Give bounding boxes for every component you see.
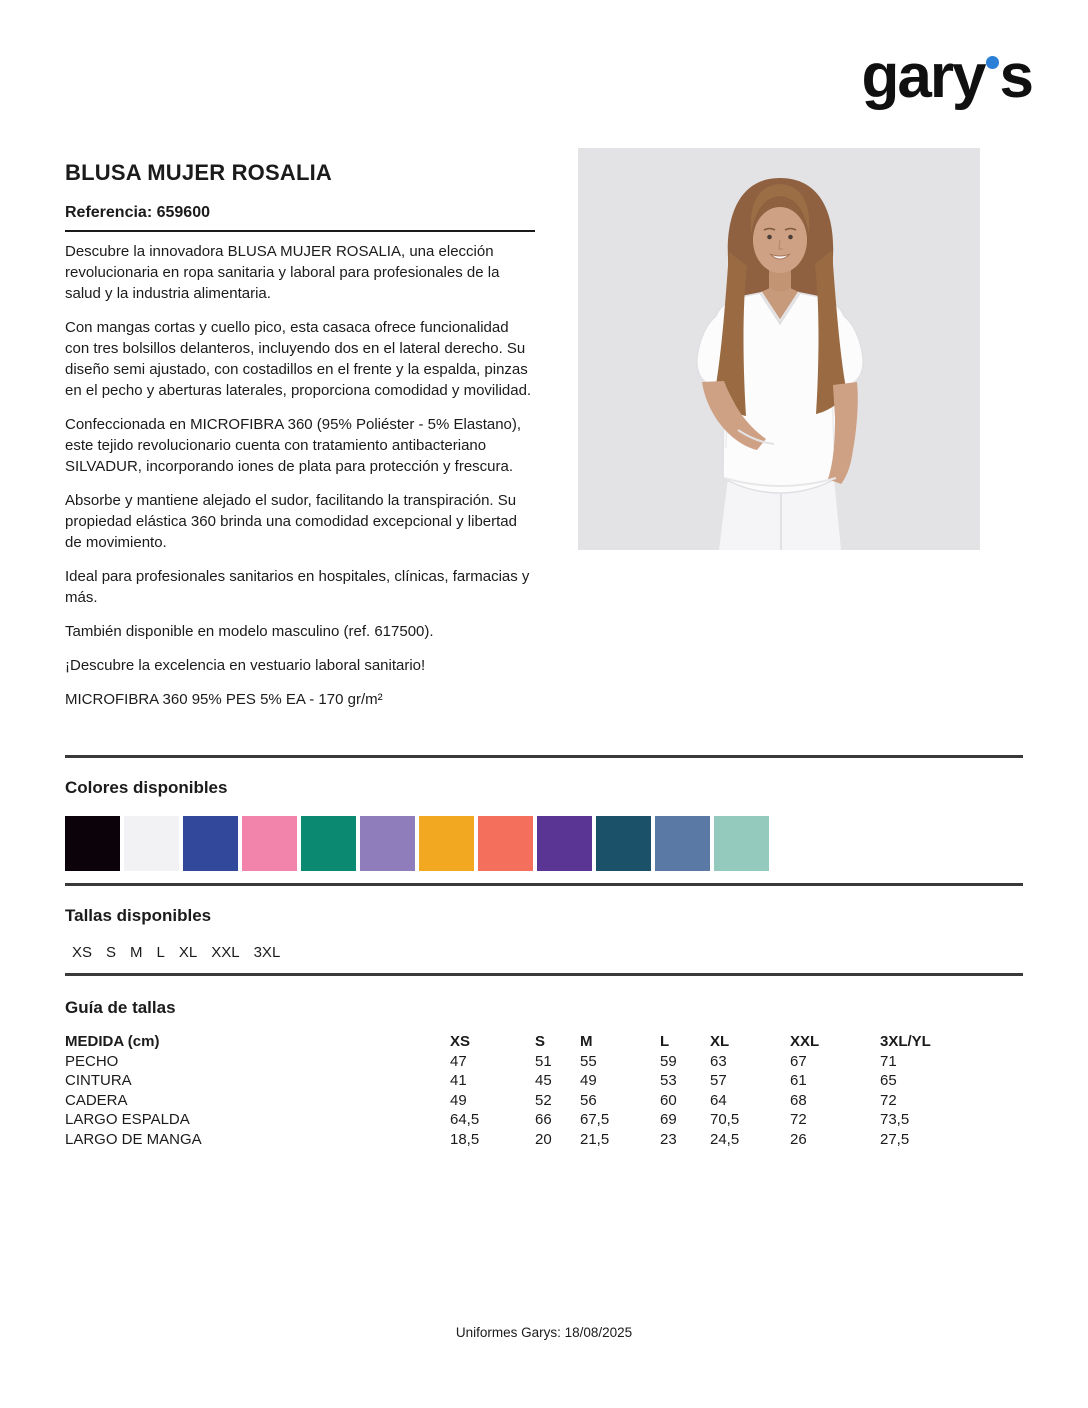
- size-label: XXL: [211, 944, 240, 961]
- cell-value: 68: [790, 1091, 807, 1109]
- row-label: LARGO ESPALDA: [65, 1111, 190, 1128]
- row-label: CINTURA: [65, 1072, 132, 1089]
- cell-value: 67: [790, 1052, 807, 1070]
- row-label: LARGO DE MANGA: [65, 1130, 202, 1148]
- cell-value: 61: [790, 1072, 807, 1089]
- sizes-heading: Tallas disponibles: [65, 906, 212, 925]
- cell-value: 49: [580, 1072, 597, 1089]
- cell-value: 24,5: [710, 1130, 740, 1148]
- cell-value: 49: [450, 1091, 467, 1109]
- cell-value: 52: [535, 1091, 552, 1109]
- cell-value: 53: [660, 1072, 677, 1089]
- column-header: XS: [450, 1033, 471, 1050]
- cell-value: 72: [880, 1091, 897, 1109]
- cell-value: 69: [660, 1111, 677, 1128]
- cell-value: 63: [710, 1052, 727, 1070]
- color-swatch-black: [65, 816, 120, 871]
- cell-value: 41: [450, 1072, 467, 1089]
- cell-value: 70,5: [710, 1111, 740, 1128]
- logo-text-right: s: [999, 42, 1032, 111]
- section-divider: [65, 973, 1023, 976]
- cell-value: 56: [580, 1091, 597, 1109]
- cell-value: 72: [790, 1111, 807, 1128]
- cell-value: 47: [450, 1052, 467, 1070]
- page-title: BLUSA MUJER ROSALIA: [65, 160, 332, 185]
- cell-value: 71: [880, 1052, 897, 1070]
- logo-blue-dot-icon: [985, 55, 1000, 97]
- color-swatch-coral: [478, 816, 533, 871]
- cell-value: 59: [660, 1052, 677, 1070]
- model-illustration: [578, 148, 980, 550]
- column-header: M: [580, 1033, 593, 1050]
- cell-value: 65: [880, 1072, 897, 1089]
- table-row: [65, 1110, 1023, 1130]
- fabric-composition-line: MICROFIBRA 360 95% PES 5% EA - 170 gr/m²: [65, 691, 383, 708]
- size-label: 3XL: [253, 944, 281, 961]
- product-photo: [578, 148, 980, 550]
- table-row: [65, 1052, 1023, 1072]
- cell-value: 26: [790, 1130, 807, 1148]
- description-paragraph: Descubre la innovadora BLUSA MUJER ROSALIA, una elección revolucionaria en ropa sanitaria y laboral para profesionales de la salud y la industria alimentaria.: [65, 243, 500, 302]
- table-row: [65, 1091, 1023, 1111]
- cell-value: 27,5: [880, 1130, 910, 1148]
- size-table-header-row: [65, 1032, 1023, 1052]
- reference-divider: [65, 230, 535, 232]
- footer-text: Uniformes Garys: 18/08/2025: [455, 1325, 633, 1340]
- color-swatch-green: [301, 816, 356, 871]
- section-divider: [65, 883, 1023, 886]
- cell-value: 21,5: [580, 1130, 610, 1148]
- cell-value: 73,5: [880, 1111, 910, 1128]
- table-row: [65, 1071, 1023, 1091]
- cell-value: 64,5: [450, 1111, 480, 1128]
- size-label: S: [106, 944, 117, 961]
- cell-value: 64: [710, 1091, 727, 1109]
- column-header: XXL: [790, 1033, 820, 1050]
- size-guide-table: [65, 1032, 1023, 1149]
- description-paragraph: Absorbe y mantiene alejado el sudor, facilitando la transpiración. Su propiedad elástica 360 brinda una comodidad excepcional y libertad de movimiento.: [65, 492, 517, 551]
- size-label: L: [156, 944, 165, 961]
- colors-heading: Colores disponibles: [65, 778, 228, 797]
- cell-value: 60: [660, 1091, 677, 1109]
- color-swatch-row: [65, 816, 769, 871]
- product-reference: Referencia: 659600: [65, 204, 210, 221]
- color-swatch-mint: [714, 816, 769, 871]
- color-swatch-purple: [537, 816, 592, 871]
- cell-value: 23: [660, 1130, 677, 1148]
- column-header: L: [660, 1033, 670, 1050]
- column-header: S: [535, 1033, 546, 1050]
- row-label: CADERA: [65, 1091, 128, 1109]
- size-guide-heading: Guía de tallas: [65, 998, 176, 1017]
- size-label: XS: [72, 944, 93, 961]
- size-label: M: [130, 944, 143, 961]
- section-divider: [65, 755, 1023, 758]
- size-label: XL: [178, 944, 198, 961]
- column-header: 3XL/YL: [880, 1033, 931, 1050]
- description-paragraph: ¡Descubre la excelencia en vestuario laboral sanitario!: [65, 657, 426, 674]
- description-paragraph: También disponible en modelo masculino (ref. 617500).: [65, 623, 434, 640]
- cell-value: 45: [535, 1072, 552, 1089]
- table-row: [65, 1130, 1023, 1150]
- column-header: XL: [710, 1033, 730, 1050]
- color-swatch-amber: [419, 816, 474, 871]
- description-paragraph: Ideal para profesionales sanitarios en hospitales, clínicas, farmacias y más.: [65, 568, 530, 606]
- description-paragraph: Con mangas cortas y cuello pico, esta casaca ofrece funcionalidad con tres bolsillos delanteros, incluyendo dos en el lateral derecho. Su diseño semi ajustado, con costadillos en el frente y la espalda, pinzas en el pecho y aberturas laterales, proporciona comodidad y movilidad.: [65, 319, 532, 399]
- product-info-column: [65, 160, 535, 723]
- cell-value: 51: [535, 1052, 552, 1070]
- available-sizes-row: [72, 944, 280, 961]
- color-swatch-steel-blue: [655, 816, 710, 871]
- garys-logo: [861, 42, 1032, 111]
- logo-text-left: gary: [861, 42, 985, 111]
- cell-value: 18,5: [450, 1130, 480, 1148]
- cell-value: 55: [580, 1052, 597, 1070]
- color-swatch-lilac: [360, 816, 415, 871]
- cell-value: 57: [710, 1072, 727, 1089]
- description-paragraph: Confeccionada en MICROFIBRA 360 (95% Poliéster - 5% Elastano), este tejido revolucionario cuenta con tratamiento antibacteriano SILVADUR, incorporando iones de plata para protección y frescura.: [65, 416, 522, 475]
- color-swatch-pink: [242, 816, 297, 871]
- cell-value: 20: [535, 1130, 552, 1148]
- product-description: [65, 241, 535, 710]
- color-swatch-royal-blue: [183, 816, 238, 871]
- column-header: MEDIDA (cm): [65, 1033, 160, 1050]
- cell-value: 66: [535, 1111, 552, 1128]
- color-swatch-dark-teal: [596, 816, 651, 871]
- cell-value: 67,5: [580, 1111, 610, 1128]
- row-label: PECHO: [65, 1052, 119, 1070]
- color-swatch-white: [124, 816, 179, 871]
